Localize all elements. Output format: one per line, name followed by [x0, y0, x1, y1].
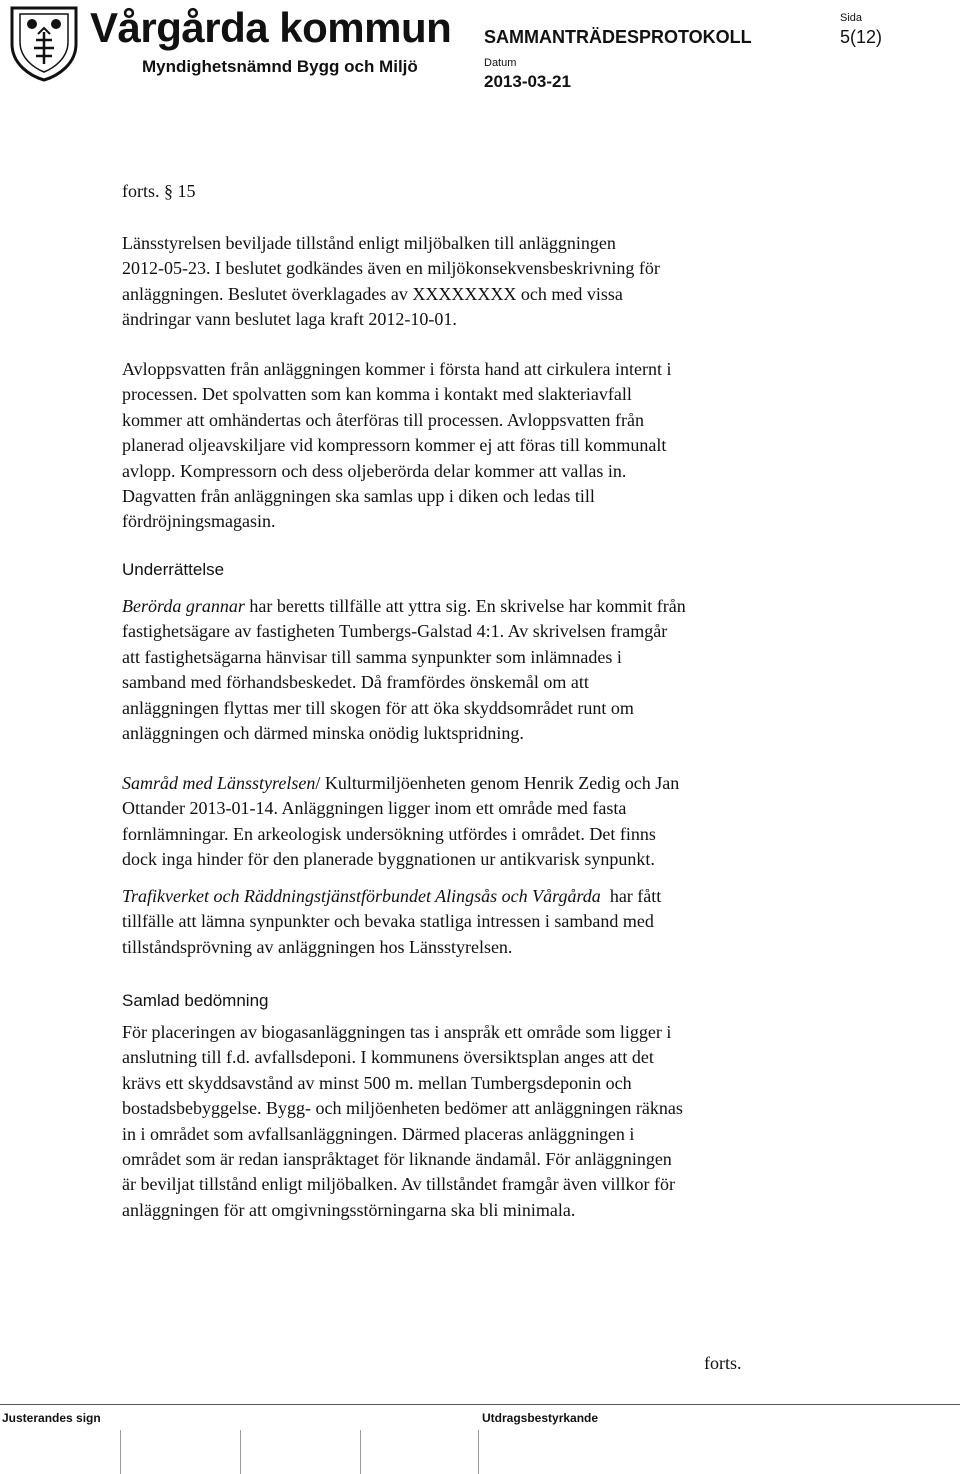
text-line: Avloppsvatten från anläggningen kommer i första hand att cirkulera internt i [122, 359, 672, 379]
text-line: För placeringen av biogasanläggningen tas i anspråk ett område som ligger i [122, 1022, 672, 1042]
text-line: anslutning till f.d. avfallsdeponi. I kommunens översiktsplan anges att det [122, 1047, 654, 1068]
text-line: Länsstyrelsen beviljade tillstånd enligt miljöbalken till anläggningen [122, 233, 616, 253]
paragraph-assessment [122, 1020, 842, 1223]
footer-divider [0, 1404, 960, 1405]
text-line: avlopp. Kompressorn och dess oljeberörda delar kommer att vallas in. [122, 460, 627, 481]
paragraph-permit [122, 231, 842, 333]
italic-lead: Berörda grannar [122, 596, 245, 616]
text-line: Ottander 2013-01-14. Anläggningen ligger inom ett område med fasta [122, 798, 627, 819]
text-span: har fått [600, 886, 662, 906]
text-span: har beretts tillfälle att yttra sig. En skrivelse har kommit från [244, 596, 686, 616]
sign-label: Justerandes sign [2, 1411, 101, 1425]
paragraph-consultation [122, 771, 842, 873]
text-line: processen. Det spolvatten som kan komma i kontakt med slakteriavfall [122, 384, 632, 405]
text-line: 2012-05-23. I beslutet godkändes även en miljökonsekvensbeskrivning för [122, 258, 660, 279]
section-heading-notification: Underrättelse [122, 560, 225, 579]
text-line: kommer att omhändertas och återföras till processen. Avloppsvatten från [122, 409, 644, 430]
text-line [122, 884, 842, 909]
text-span: / Kulturmiljöenheten genom Henrik Zedig och Jan [315, 773, 680, 793]
continuation-note: forts. [704, 1353, 742, 1373]
date-label: Datum [484, 57, 517, 69]
coat-of-arms-icon [8, 4, 80, 82]
text-line: anläggningen för att omgivningsstörningarna ska bli minimala. [122, 1199, 576, 1220]
text-line: fornlämningar. En arkeologisk undersökning utfördes i området. Det finns [122, 823, 656, 844]
page-label: Sida [840, 12, 863, 24]
italic-lead: Trafikverket och Räddningstjänstförbundet Alingsås och Vårgårda [122, 886, 601, 906]
paragraph-wastewater [122, 357, 842, 535]
text-line: fördröjningsmagasin. [122, 511, 276, 532]
text-line: att fastighetsägarna hänvisar till samma synpunkter som inlämnades i [122, 646, 622, 667]
text-line: Dagvatten från anläggningen ska samlas upp i diken och ledas till [122, 486, 595, 507]
extract-label: Utdragsbestyrkande [482, 1411, 599, 1425]
paragraph-neighbours [122, 594, 842, 746]
department-name: Myndighetsnämnd Bygg och Miljö [142, 57, 418, 76]
signature-box-divider [478, 1430, 479, 1474]
text-line: området som är redan ianspråktaget för liknande ändamål. För anläggningen [122, 1149, 672, 1170]
italic-lead: Samråd med Länsstyrelsen [122, 773, 316, 793]
signature-box-divider [240, 1430, 241, 1474]
organization-name: Vårgårda kommun [90, 4, 452, 51]
text-line: planerad oljeavskiljare vid kompressorn kommer ej att föras till kommunalt [122, 435, 667, 456]
text-line [122, 594, 842, 619]
text-line: samband med förhandsbeskedet. Då framfördes önskemål om att [122, 672, 589, 693]
continuation-heading: forts. § 15 [122, 181, 196, 201]
text-line: tillfälle att lämna synpunkter och bevaka statliga intressen i samband med [122, 911, 654, 932]
text-line: fastighetsägare av fastigheten Tumbergs-Galstad 4:1. Av skrivelsen framgår [122, 621, 668, 642]
text-line: krävs ett skyddsavstånd av minst 500 m. mellan Tumbergsdeponin och [122, 1072, 632, 1093]
text-line [122, 771, 842, 796]
text-line: är beviljat tillstånd enligt miljöbalken. Av tillståndet framgår även villkor för [122, 1174, 676, 1195]
section-heading-assessment: Samlad bedömning [122, 991, 269, 1010]
paragraph-traffic-rescue [122, 884, 842, 960]
text-line: bostadsbebyggelse. Bygg- och miljöenheten bedömer att anläggningen räknas [122, 1098, 683, 1119]
signature-box-divider [120, 1430, 121, 1474]
text-line: tillståndsprövning av anläggningen hos Länsstyrelsen. [122, 936, 513, 957]
text-line: anläggningen. Beslutet överklagades av XXXXXXXX och med vissa [122, 283, 623, 304]
text-line: in i området som avfallsanläggningen. Därmed placeras anläggningen i [122, 1123, 635, 1144]
text-line: dock inga hinder för den planerade byggnationen ur antikvarisk synpunkt. [122, 849, 655, 870]
date-value: 2013-03-21 [484, 72, 571, 91]
text-line: anläggningen och därmed minska onödig luktspridning. [122, 723, 524, 744]
text-line: anläggningen flyttas mer till skogen för att öka skyddsområdet runt om [122, 697, 634, 718]
signature-box-divider [360, 1430, 361, 1474]
page-number: 5(12) [840, 27, 883, 47]
document-type: SAMMANTRÄDESPROTOKOLL [484, 27, 752, 47]
text-line: ändringar vann beslutet laga kraft 2012-10-01. [122, 309, 457, 330]
